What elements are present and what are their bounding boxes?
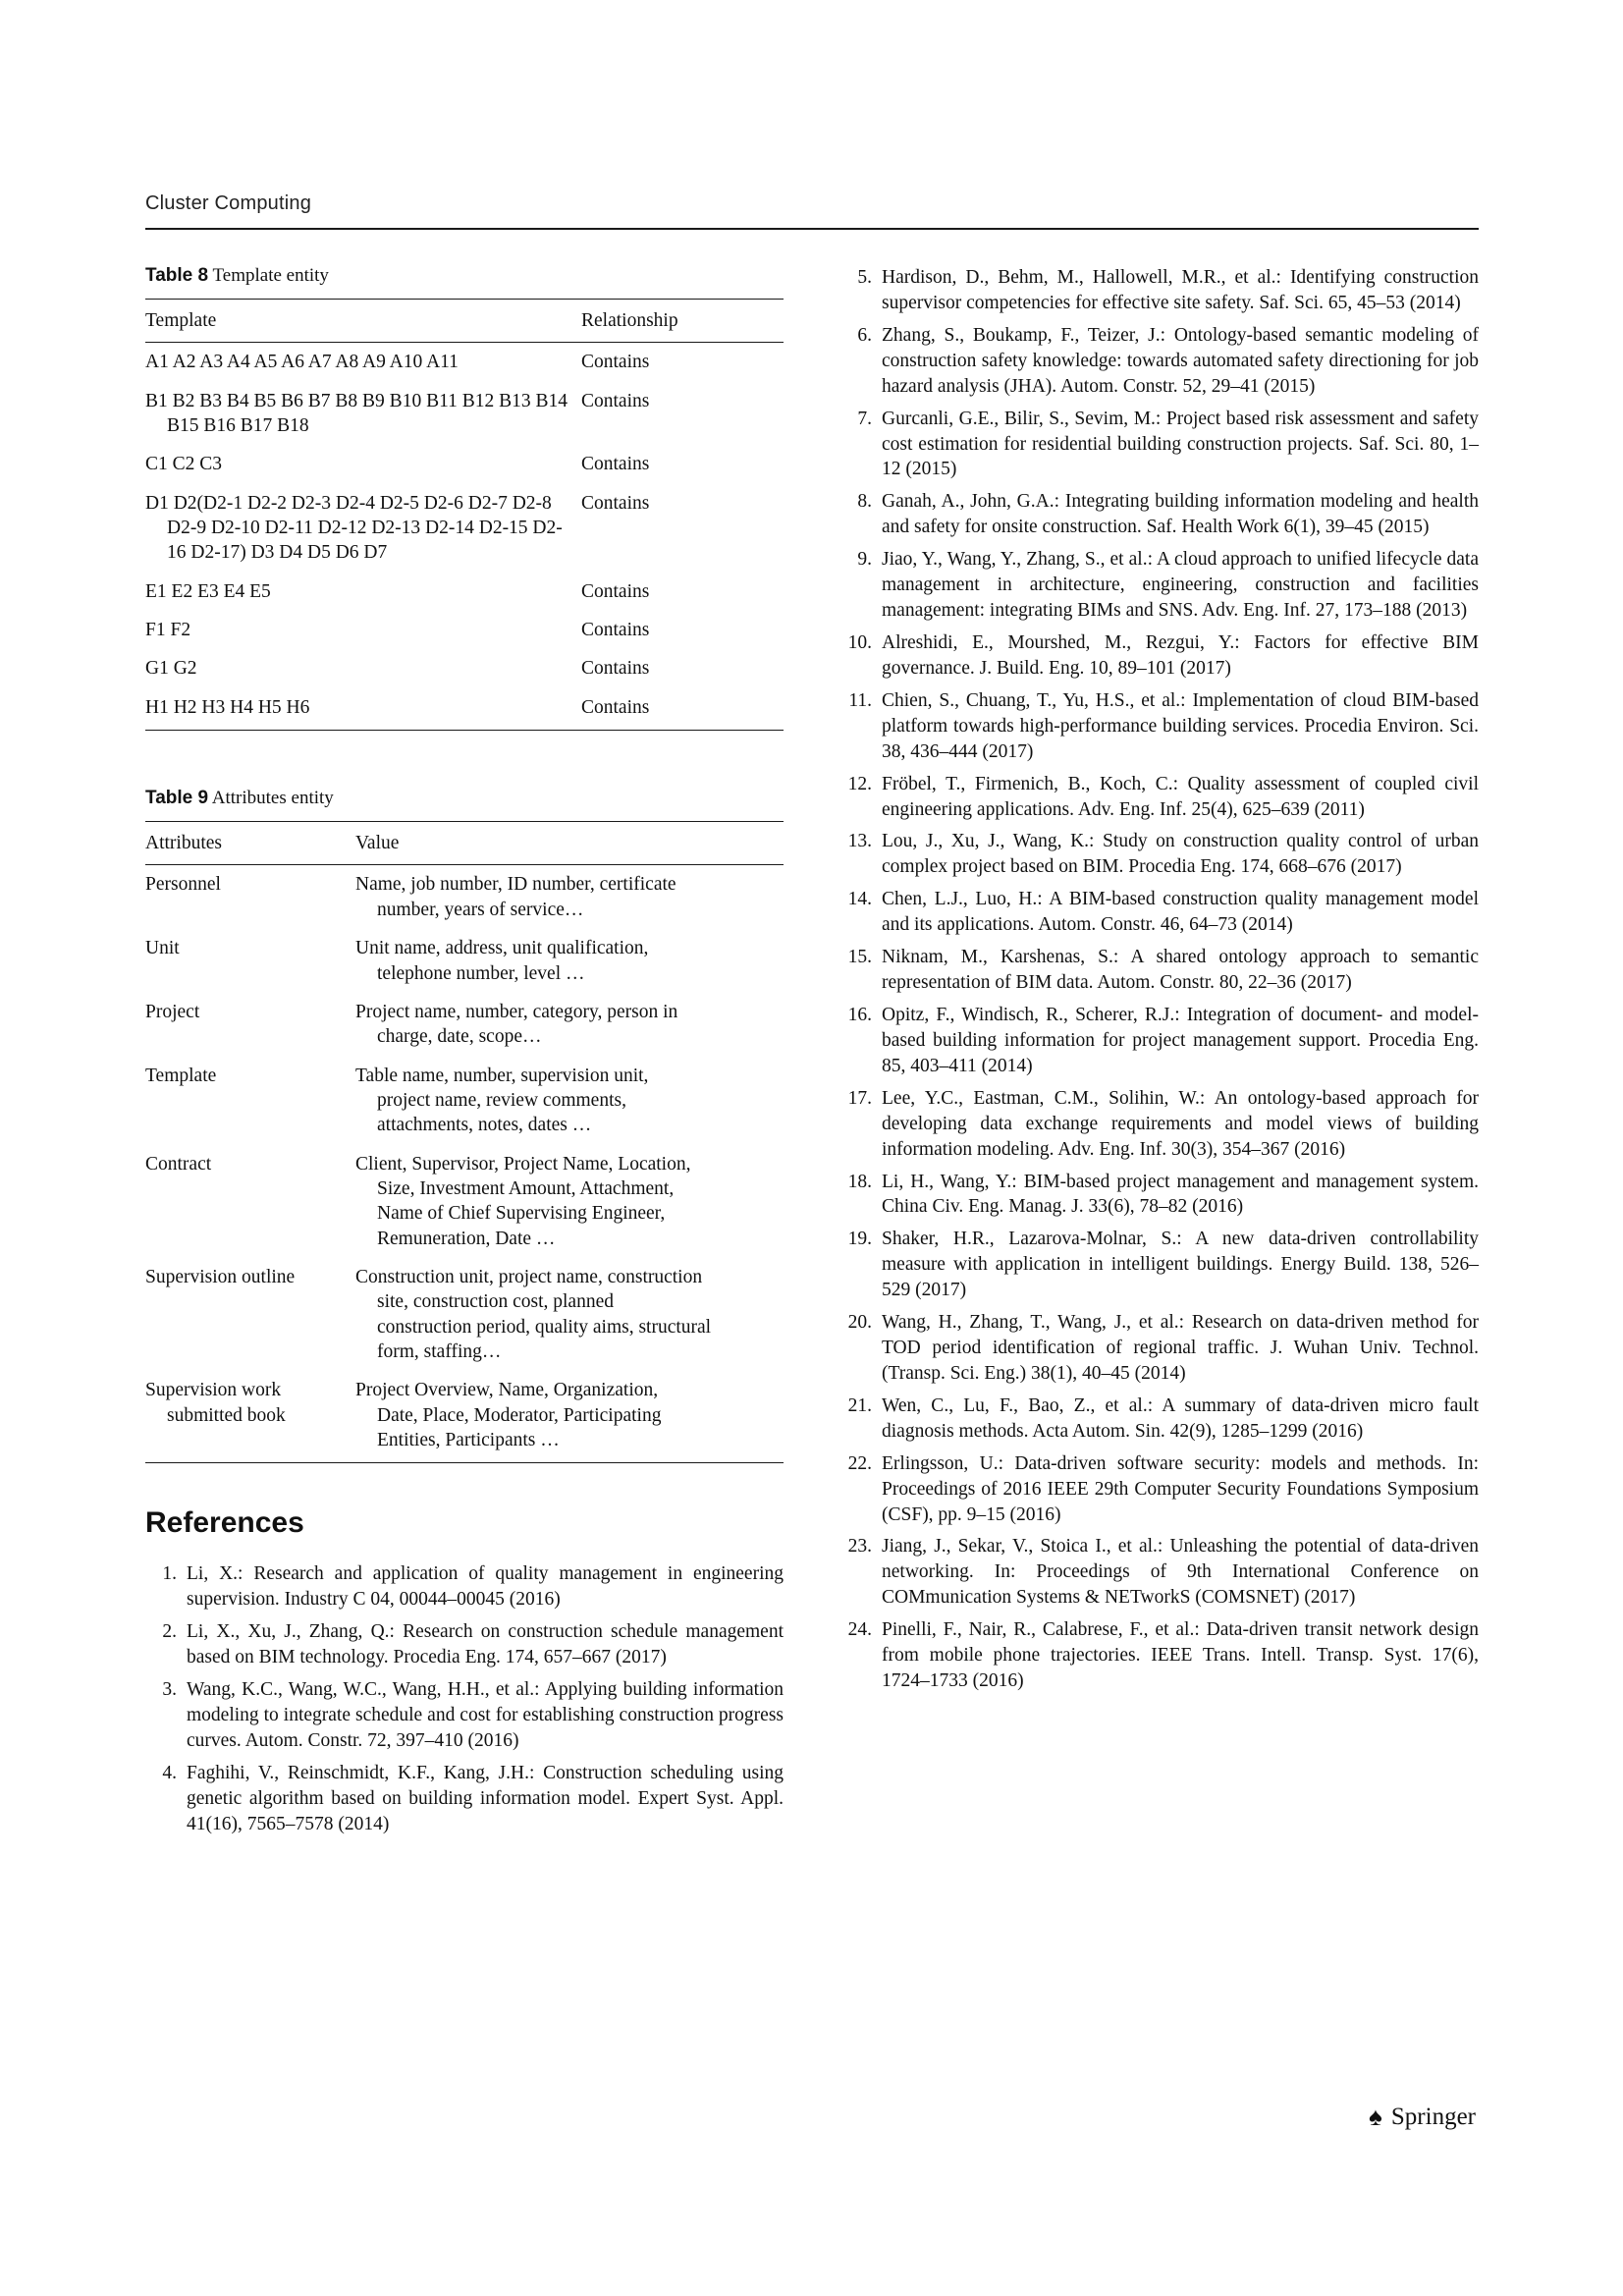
table-8-cell-relationship: Contains (581, 492, 650, 514)
list-item (840, 1086, 1479, 1163)
list-item (840, 1394, 1479, 1445)
list-item (840, 547, 1479, 624)
reference-list-right (840, 265, 1479, 1694)
line-1: Client, Supervisor, Project Name, Location, (355, 1153, 691, 1175)
table-row (145, 611, 784, 649)
table-8-cell-relationship: Contains (581, 688, 784, 731)
ref-number: 15. (847, 947, 872, 968)
ref-number: 17. (847, 1087, 872, 1109)
publisher-name: Springer (1390, 2104, 1476, 2130)
table-9-cell-value (355, 1145, 784, 1258)
table-9-caption (145, 788, 784, 809)
line-2: Date, Place, Moderator, Participating (377, 1404, 662, 1426)
table-9 (145, 821, 784, 1463)
table-row (145, 1258, 784, 1371)
line-1: Table name, number, supervision unit, (355, 1065, 649, 1086)
header-rule (145, 228, 1479, 230)
ref-number: 12. (847, 773, 872, 794)
ref-number: 3. (162, 1679, 177, 1701)
line-1: C1 C2 C3 (145, 454, 223, 475)
table-9-header-row (145, 822, 784, 865)
ref-number: 11. (848, 689, 872, 711)
ref-text: Ganah, A., John, G.A.: Integrating building information modeling and health and safety for onsite construction. Saf. Health Work 6(1), 39–45 (2015) (882, 491, 1479, 538)
line-1: A1 A2 A3 A4 A5 A6 A7 A8 A9 A10 A11 (145, 352, 459, 373)
line-1: Name, job number, ID number, certificate (355, 874, 676, 896)
table-8-caption-text: Template entity (212, 265, 329, 286)
ref-text: Lou, J., Xu, J., Wang, K.: Study on construction quality control of urban complex project based on BIM. Procedia Eng. 174, 668–676 (2017) (882, 831, 1479, 878)
table-9-cell-value (355, 1057, 784, 1145)
table-row (145, 929, 784, 993)
table-8 (145, 299, 784, 731)
line-3: 16 D2-17) D3 D4 D5 D6 D7 (167, 542, 388, 564)
ref-number: 6. (857, 324, 872, 346)
ref-text: Opitz, F., Windisch, R., Scherer, R.J.: Integration of document- and model-based building information for project management support. Procedia Eng. 85, 403–411 (2014) (882, 1004, 1479, 1076)
table-9-cell-value (355, 1371, 784, 1463)
table-8-cell-template (145, 611, 581, 649)
list-item (840, 265, 1479, 316)
list-item (840, 829, 1479, 880)
line-1: Construction unit, project name, construction (355, 1266, 703, 1287)
ref-text: Wang, K.C., Wang, W.C., Wang, H.H., et al.: Applying building information modeling to integrate schedule and cost for establishing construction progress curves. Autom. Constr. 72, 397–410 (2016) (187, 1679, 784, 1751)
ref-number: 4. (162, 1762, 177, 1783)
list-item (840, 772, 1479, 823)
ref-text: Gurcanli, G.E., Bilir, S., Sevim, M.: Project based risk assessment and safety cost estimation for residential building construction projects. Saf. Sci. 80, 1–12 (2015) (882, 408, 1479, 480)
list-item (145, 1619, 784, 1670)
table-row (145, 1145, 784, 1258)
ref-text: Hardison, D., Behm, M., Hallowell, M.R., et al.: Identifying construction supervisor competencies for effective site safety. Saf. Sci. 65, 45–53 (2014) (882, 267, 1479, 313)
line-1: G1 G2 (145, 658, 197, 680)
table-8-col-relationship: Relationship (581, 300, 784, 343)
table-9-cell-value (355, 865, 784, 929)
list-item (840, 688, 1479, 765)
line-2: site, construction cost, planned (377, 1291, 614, 1313)
table-8-cell-template (145, 343, 581, 382)
table-row (145, 382, 784, 446)
table-8-block (145, 265, 784, 731)
line-1: Project Overview, Name, Organization, (355, 1380, 659, 1401)
table-8-header-row (145, 300, 784, 343)
line-1: Project (145, 1001, 200, 1022)
line-1: Contract (145, 1153, 212, 1175)
line-2: Size, Investment Amount, Attachment, (377, 1177, 675, 1199)
ref-number: 24. (847, 1619, 872, 1641)
table-8-cell-relationship: Contains (581, 658, 650, 680)
line-1: Unit (145, 938, 180, 959)
line-1: Unit name, address, unit qualification, (355, 938, 649, 959)
list-item (840, 887, 1479, 938)
line-2: charge, date, scope… (377, 1026, 542, 1048)
line-1: E1 E2 E3 E4 E5 (145, 580, 271, 602)
list-item (145, 1561, 784, 1613)
ref-text: Pinelli, F., Nair, R., Calabrese, F., et al.: Data-driven transit network design from mobile phone trajectories. IEEE Trans. Intell. Transp. Syst. 17(6), 1724–1733 (2016) (882, 1619, 1479, 1692)
ref-number: 20. (847, 1312, 872, 1334)
ref-text: Li, X., Xu, J., Zhang, Q.: Research on construction schedule management based on BIM technology. Procedia Eng. 174, 657–667 (2017) (187, 1621, 784, 1668)
ref-text: Fröbel, T., Firmenich, B., Koch, C.: Quality assessment of coupled civil engineering applications. Adv. Eng. Inf. 25(4), 625–639 (2011) (882, 773, 1479, 820)
ref-text: Li, H., Wang, Y.: BIM-based project management and management system. China Civ. Eng. Manag. J. 33(6), 78–82 (2016) (882, 1171, 1479, 1218)
ref-number: 19. (847, 1229, 872, 1250)
ref-text: Chen, L.J., Luo, H.: A BIM-based construction quality management model and its applications. Autom. Constr. 46, 64–73 (2014) (882, 889, 1479, 936)
ref-number: 16. (847, 1004, 872, 1025)
list-item (840, 1310, 1479, 1387)
line-3: construction period, quality aims, structural (377, 1316, 712, 1338)
ref-text: Lee, Y.C., Eastman, C.M., Solihin, W.: An ontology-based approach for developing data exchange requirements and model views of building information modeling. Adv. Eng. Inf. 30(3), 354–367 (2016) (882, 1087, 1479, 1160)
line-1: D1 D2(D2-1 D2-2 D2-3 D2-4 D2-5 D2-6 D2-7 D2-8 (145, 492, 552, 514)
list-item (840, 1003, 1479, 1079)
ref-text: Chien, S., Chuang, T., Yu, H.S., et al.: Implementation of cloud BIM-based platform towards high-performance building services. Procedia Environ. Sci. 38, 436–444 (2017) (882, 689, 1479, 762)
ref-text: Faghihi, V., Reinschmidt, K.F., Kang, J.H.: Construction scheduling using genetic algorithm based on building information model. Expert Syst. Appl. 41(16), 7565–7578 (2014) (187, 1762, 784, 1834)
running-head: Cluster Computing (145, 192, 312, 214)
table-9-cell-value (355, 929, 784, 993)
line-1: Supervision outline (145, 1266, 296, 1287)
table-8-cell-relationship: Contains (581, 580, 650, 602)
ref-text: Alreshidi, E., Mourshed, M., Rezgui, Y.: Factors for effective BIM governance. J. Build. Eng. 10, 89–101 (2017) (882, 631, 1479, 679)
table-8-label: Table 8 (145, 265, 209, 286)
table-9-cell-attribute (145, 1258, 355, 1371)
ref-number: 21. (847, 1394, 872, 1416)
ref-number: 18. (847, 1171, 872, 1192)
references-heading: References (145, 1506, 304, 1540)
table-9-cell-attribute (145, 1145, 355, 1258)
table-8-cell-template (145, 573, 581, 611)
ref-number: 7. (857, 408, 872, 429)
list-item (840, 945, 1479, 996)
line-3: Entities, Participants … (377, 1430, 560, 1450)
ref-text: Erlingsson, U.: Data-driven software security: models and methods. In: Proceedings of 2016 IEEE 29th Computer Security Foundations Symposium (CSF), pp. 9–15 (2016) (882, 1452, 1479, 1525)
reference-list-left (145, 1561, 784, 1836)
table-row (145, 688, 784, 731)
table-8-cell-relationship: Contains (581, 454, 650, 475)
line-2: D2-9 D2-10 D2-11 D2-12 D2-13 D2-14 D2-15 D2- (167, 518, 563, 539)
table-8-col-template: Template (145, 300, 581, 343)
ref-text: Niknam, M., Karshenas, S.: A shared ontology approach to semantic representation of BIM data. Autom. Constr. 80, 22–36 (2017) (882, 947, 1479, 994)
line-2: telephone number, level … (377, 962, 585, 984)
ref-number: 9. (857, 549, 872, 571)
table-row (145, 993, 784, 1057)
ref-number: 14. (847, 889, 872, 910)
list-item (840, 407, 1479, 483)
table-8-cell-template (145, 445, 581, 483)
table-9-cell-attribute (145, 1371, 355, 1463)
table-9-col-attributes: Attributes (145, 822, 355, 865)
ref-number: 8. (857, 491, 872, 513)
ref-number: 13. (847, 831, 872, 852)
ref-text: Shaker, H.R., Lazarova-Molnar, S.: A new data-driven controllability measure with application in intelligent buildings. Energy Build. 138, 526–529 (2017) (882, 1229, 1479, 1301)
table-row (145, 1371, 784, 1463)
right-column (840, 265, 1479, 1701)
table-8-cell-template (145, 382, 581, 446)
ref-number: 1. (162, 1563, 177, 1585)
ref-text: Wang, H., Zhang, T., Wang, J., et al.: Research on data-driven method for TOD period identification of regional traffic. J. Wuhan Univ. Technol. (Transp. Sci. Eng.) 38(1), 40–45 (2014) (882, 1312, 1479, 1384)
ref-number: 22. (847, 1452, 872, 1474)
line-1: F1 F2 (145, 620, 191, 641)
table-row (145, 445, 784, 483)
list-item (840, 1451, 1479, 1528)
list-item (840, 323, 1479, 400)
table-row (145, 649, 784, 687)
table-row (145, 573, 784, 611)
table-9-label: Table 9 (145, 788, 209, 809)
ref-text: Jiao, Y., Wang, Y., Zhang, S., et al.: A cloud approach to unified lifecycle data management in architecture, engineering, construction and facilities management: integrating BIMs and SNS. Adv. Eng. Inf. 27, 173–188 (2013) (882, 549, 1479, 622)
table-8-cell-relationship: Contains (581, 352, 650, 373)
line-3: attachments, notes, dates … (377, 1115, 592, 1136)
ref-number: 2. (162, 1621, 177, 1643)
table-8-cell-template (145, 649, 581, 687)
table-8-cell-relationship: Contains (581, 620, 650, 641)
table-row (145, 343, 784, 382)
line-2: project name, review comments, (377, 1089, 626, 1111)
table-row (145, 484, 784, 573)
springer-logo-icon: ♠ (1369, 2103, 1382, 2131)
table-9-cell-attribute (145, 1057, 355, 1145)
line-1: Personnel (145, 874, 221, 896)
left-column (145, 265, 784, 1844)
line-2: number, years of service… (377, 899, 584, 920)
table-row (145, 865, 784, 929)
ref-number: 5. (857, 267, 872, 288)
table-8-cell-template (145, 484, 581, 573)
ref-text: Zhang, S., Boukamp, F., Teizer, J.: Ontology-based semantic modeling of construction safety knowledge: towards automated safety directioning for job hazard analysis (JHA). Autom. Constr. 52, 29–41 (2015) (882, 324, 1479, 397)
list-item (840, 1227, 1479, 1303)
table-row (145, 1057, 784, 1145)
line-2: B15 B16 B17 B18 (167, 415, 309, 437)
table-9-cell-attribute (145, 993, 355, 1057)
list-item (840, 1534, 1479, 1611)
table-9-cell-value (355, 1258, 784, 1371)
ref-number: 23. (847, 1536, 872, 1558)
list-item (145, 1677, 784, 1754)
line-4: form, staffing… (377, 1340, 502, 1362)
table-9-col-value: Value (355, 822, 784, 865)
line-4: Remuneration, Date … (377, 1228, 556, 1249)
table-8-cell-template (145, 688, 581, 731)
line-1: Template (145, 1065, 217, 1086)
list-item (840, 489, 1479, 540)
table-8-caption (145, 265, 784, 287)
line-1: H1 H2 H3 H4 H5 H6 (145, 696, 310, 718)
list-item (840, 1170, 1479, 1221)
line-1: B1 B2 B3 B4 B5 B6 B7 B8 B9 B10 B11 B12 B13 B14 (145, 390, 568, 411)
table-9-caption-text: Attributes entity (211, 788, 334, 809)
list-item (840, 630, 1479, 682)
publisher-footer (1369, 2104, 1476, 2131)
line-3: Name of Chief Supervising Engineer, (377, 1203, 666, 1225)
line-1: Project name, number, category, person in (355, 1001, 678, 1022)
ref-text: Jiang, J., Sekar, V., Stoica I., et al.: Unleashing the potential of data-driven networking. In: Proceedings of 9th International Conference on COMmunication Systems & NETworkS (COMSNET) (2017) (882, 1536, 1479, 1609)
list-item (840, 1617, 1479, 1694)
line-1: Supervision work (145, 1380, 282, 1401)
ref-number: 10. (847, 631, 872, 653)
table-9-cell-attribute (145, 929, 355, 993)
table-8-cell-relationship: Contains (581, 390, 650, 411)
list-item (145, 1761, 784, 1837)
ref-text: Li, X.: Research and application of quality management in engineering supervision. Industry C 04, 00044–00045 (2016) (187, 1563, 784, 1611)
table-9-block (145, 788, 784, 1463)
line-2: submitted book (167, 1404, 286, 1426)
table-9-cell-value (355, 993, 784, 1057)
table-9-cell-attribute (145, 865, 355, 929)
ref-text: Wen, C., Lu, F., Bao, Z., et al.: A summary of data-driven micro fault diagnosis methods. Acta Autom. Sin. 42(9), 1285–1299 (2016) (882, 1394, 1479, 1442)
